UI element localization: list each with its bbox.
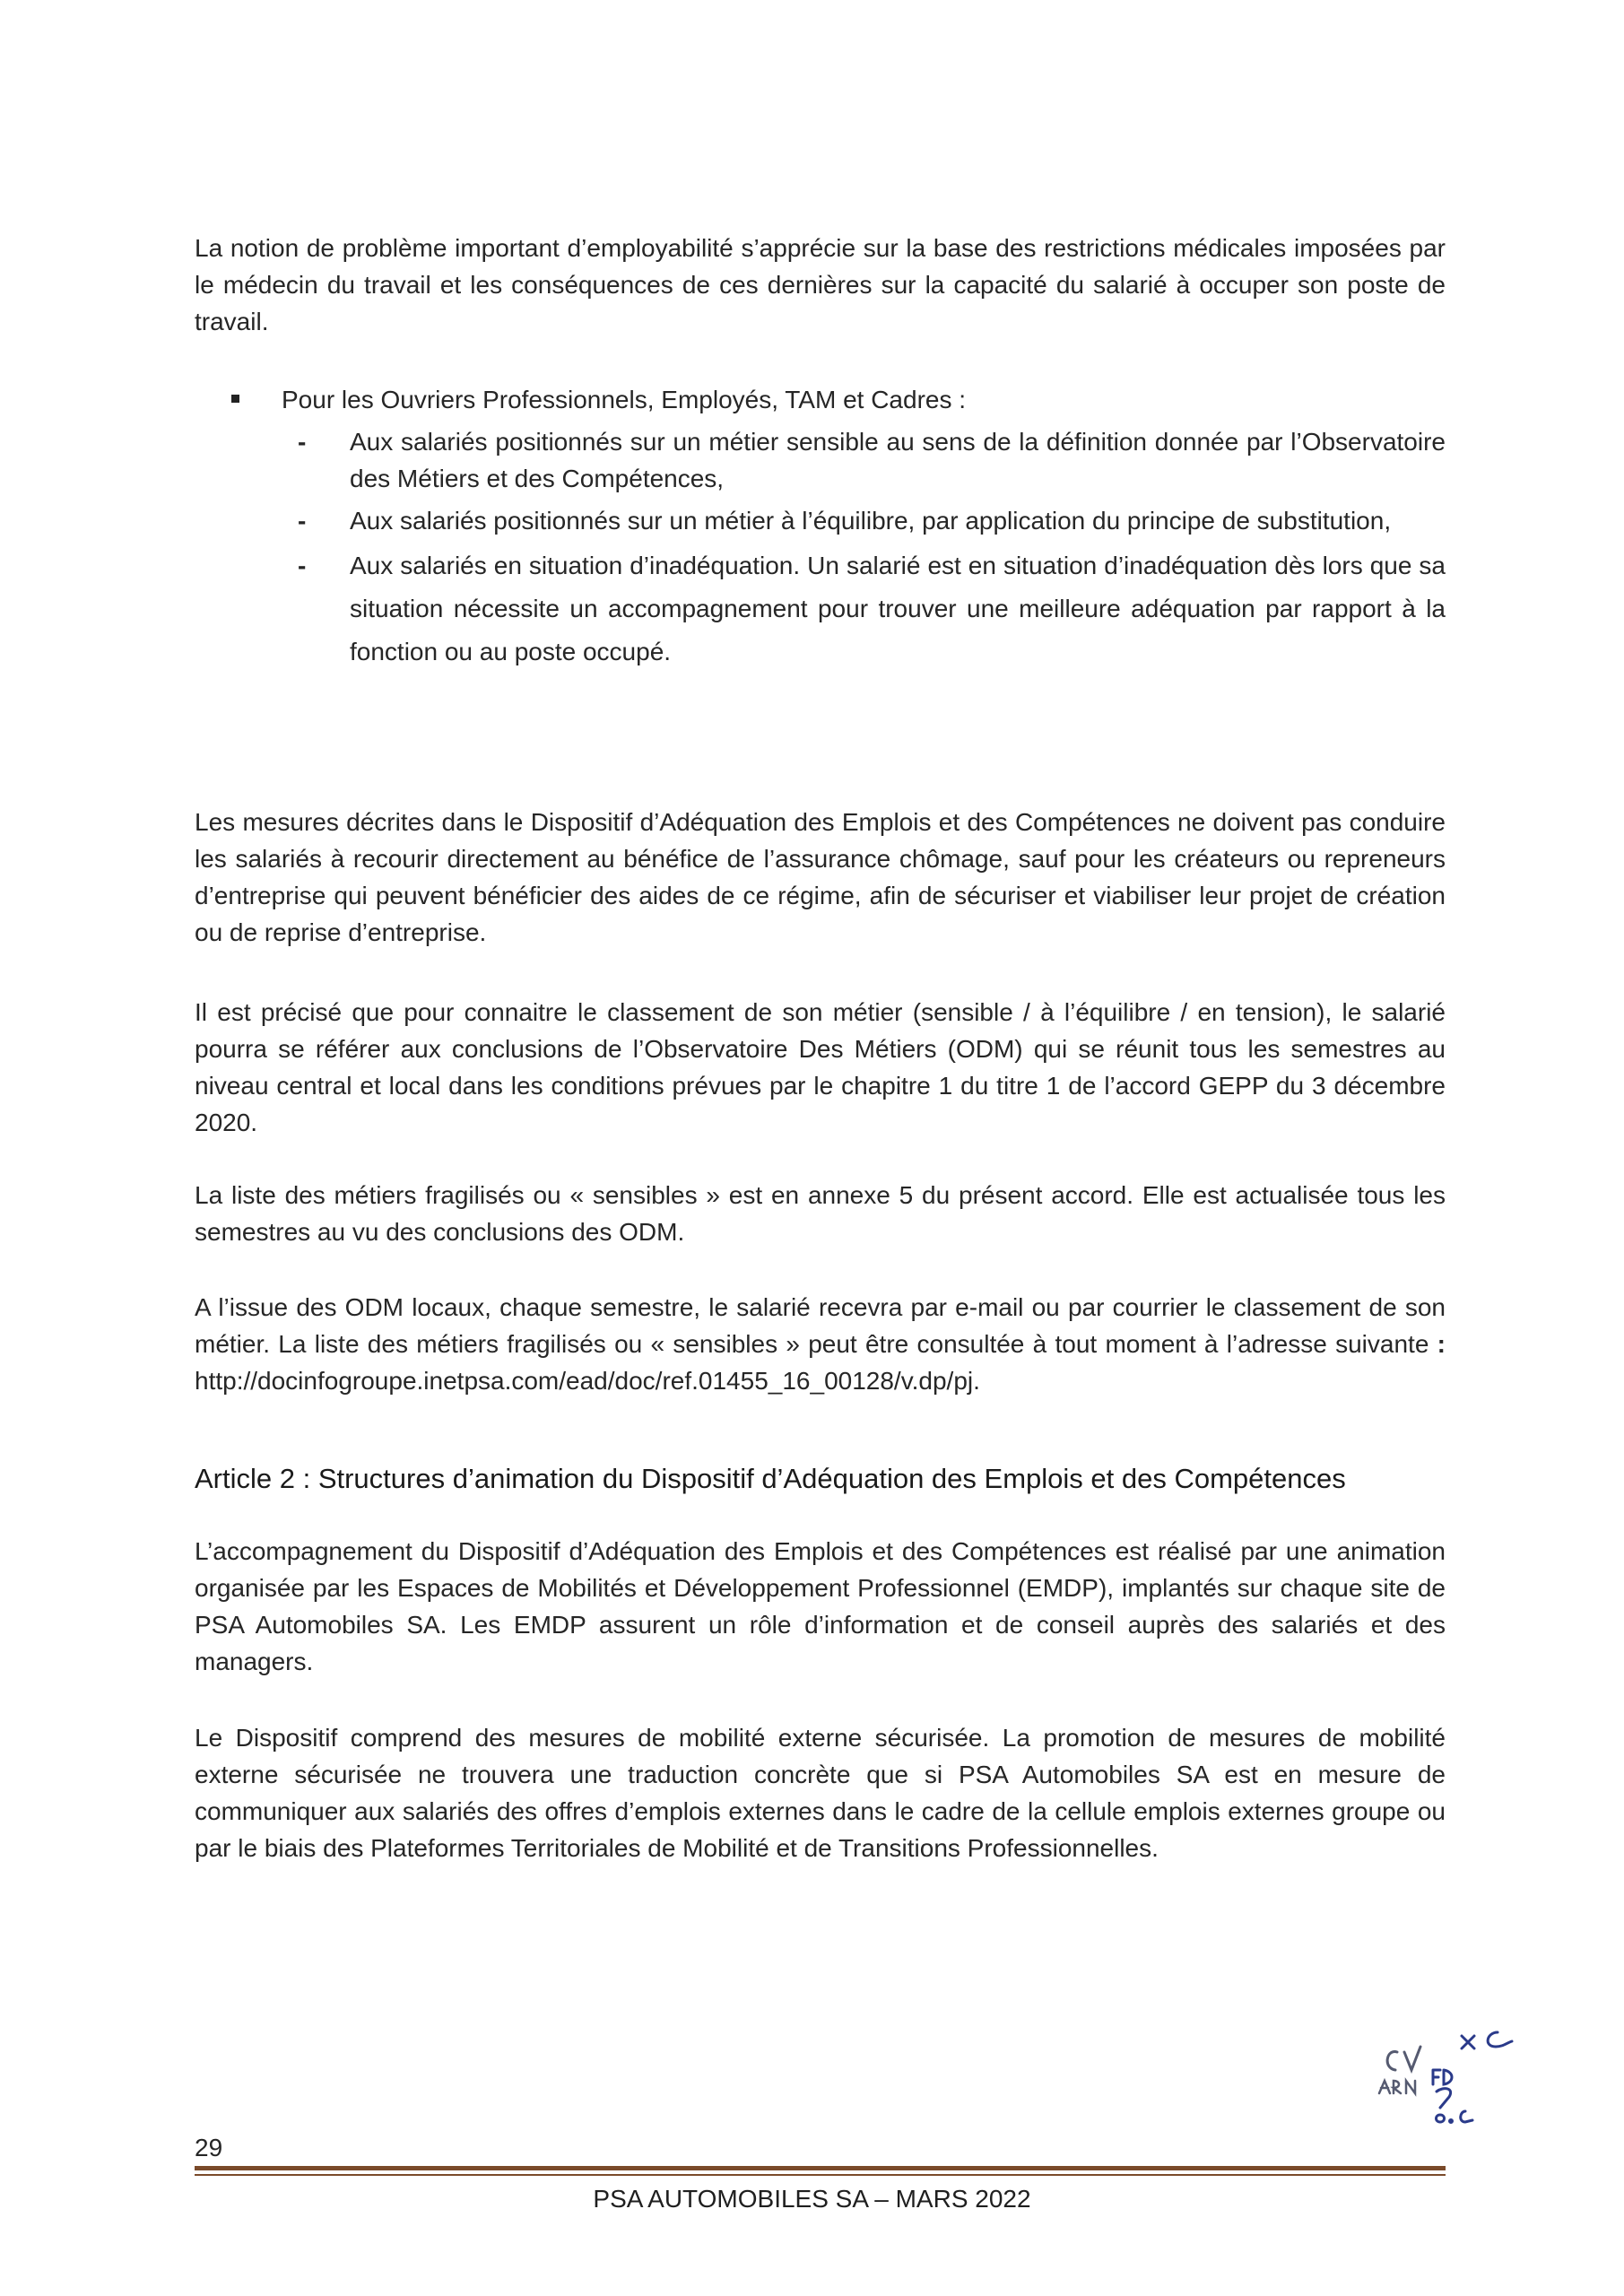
page-number: 29	[195, 2134, 223, 2161]
dash-item-text: Aux salariés positionnés sur un métier à l’équilibre, par application du principe de substitution,	[350, 507, 1392, 535]
dash-icon: -	[298, 428, 307, 456]
bullet-item-label: Pour les Ouvriers Professionnels, Employés, TAM et Cadres :	[282, 386, 967, 413]
dash-item-sensitive	[296, 423, 1446, 497]
footer-text: PSA AUTOMOBILES SA – MARS 2022	[593, 2185, 1031, 2213]
paragraph-emdp: L’accompagnement du Dispositif d’Adéquation des Emplois et des Compétences est réalisé par une animation organisée par les Espaces de Mobilités et Développement Professionnel (EMDP), implantés sur chaque site de PSA Automobiles SA. Les EMDP assurent un rôle d’information et de conseil auprès des salariés et des managers.	[195, 1537, 1446, 1675]
footer-rule-thick	[195, 2166, 1446, 2170]
square-bullet-icon	[231, 395, 239, 403]
intranet-link[interactable]: http://docinfogroupe.inetpsa.com/ead/doc/ref.01455_16_00128/v.dp/pj.	[195, 1367, 980, 1395]
paragraph-odm-text: A l’issue des ODM locaux, chaque semestre, le salarié recevra par e-mail ou par courrier le classement de son métier. La liste des métiers fragilisés ou « sensibles » peut être consultée à tout moment à l’adresse suivante	[195, 1293, 1446, 1358]
dash-item-balance	[296, 502, 1446, 539]
paragraph-measures: Les mesures décrites dans le Dispositif d’Adéquation des Emplois et des Compétences ne doivent pas conduire les salariés à recourir directement au bénéfice de l’assurance chômage, sauf pour les créateurs ou repreneurs d’entreprise qui peuvent bénéficier des aides de ce régime, afin de sécuriser et viabiliser leur projet de création ou de reprise d’entreprise.	[195, 808, 1446, 946]
dash-item-inadequation	[296, 544, 1446, 674]
dash-icon: -	[298, 552, 307, 579]
paragraph-classification: Il est précisé que pour connaitre le classement de son métier (sensible / à l’équilibre / en tension), le salarié pourra se référer aux conclusions de l’Observatoire Des Métiers (ODM) qui se réunit tous les semestres au niveau central et local dans les conditions prévues par le chapitre 1 du titre 1 de l’accord GEPP du 3 décembre 2020.	[195, 998, 1446, 1136]
article-2-heading: Article 2 : Structures d’animation du Dispositif d’Adéquation des Emplois et des Compétences	[195, 1463, 1346, 1494]
colon: :	[1437, 1330, 1446, 1358]
paragraph-odm-local	[195, 1289, 1446, 1399]
handwritten-initials-icon	[1372, 2025, 1533, 2124]
paragraph-external-mobility: Le Dispositif comprend des mesures de mobilité externe sécurisée. La promotion de mesures de mobilité externe sécurisée ne trouvera une traduction concrète que si PSA Automobiles SA est en mesure de communiquer aux salariés des offres d’emplois externes dans le cadre de la cellule emplois externes groupe ou par le biais des Plateformes Territoriales de Mobilité et de Transitions Professionnelles.	[195, 1724, 1446, 1862]
paragraph-sensitive-list: La liste des métiers fragilisés ou « sensibles » est en annexe 5 du présent accord. Elle est actualisée tous les semestres au vu des conclusions des ODM.	[195, 1181, 1446, 1246]
dash-item-text: Aux salariés positionnés sur un métier sensible au sens de la définition donnée par l’Observatoire des Métiers et des Compétences,	[350, 428, 1446, 492]
paragraph-employability: La notion de problème important d’employabilité s’apprécie sur la base des restrictions médicales imposées par le médecin du travail et les conséquences de ces dernières sur la capacité du salarié à occuper son poste de travail.	[195, 234, 1446, 335]
footer-rule-thin	[195, 2174, 1446, 2176]
dash-item-text: Aux salariés en situation d’inadéquation. Un salarié est en situation d’inadéquation dès lors que sa situation nécessite un accompagnement pour trouver une meilleure adéquation par rapport à la fonction ou au poste occupé.	[350, 552, 1446, 665]
bullet-item	[231, 381, 1451, 418]
dash-list	[296, 423, 1446, 679]
dash-icon: -	[298, 507, 307, 535]
bullet-list	[231, 381, 1451, 418]
